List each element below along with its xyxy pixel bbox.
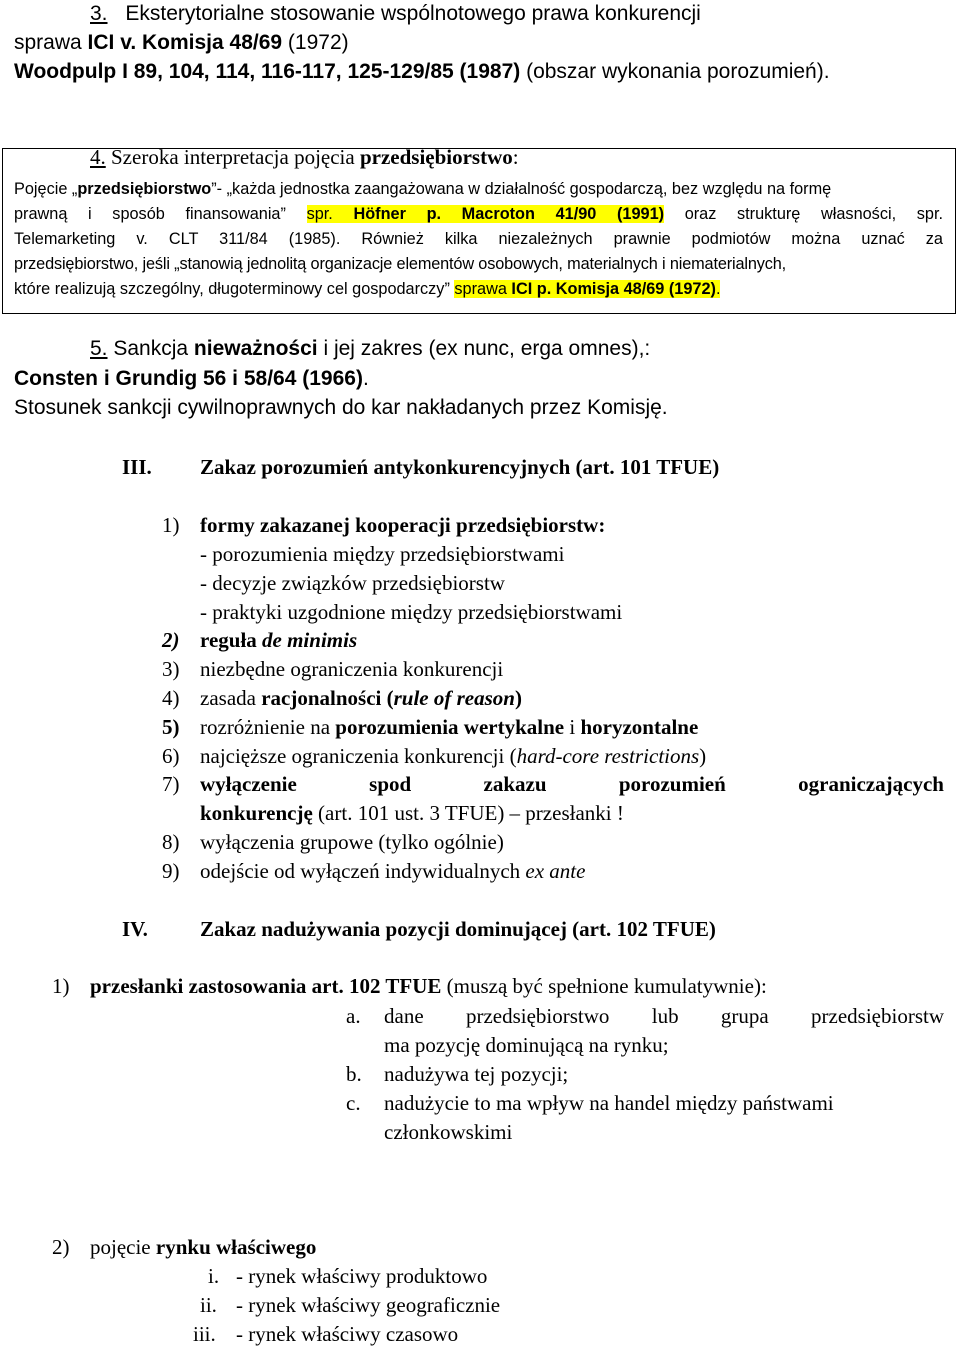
sec5-title-bold: nieważności xyxy=(193,337,318,360)
sec5-case-dot: . xyxy=(362,367,369,390)
secIII-item-8-num: 8) xyxy=(162,830,180,854)
def-line-2 xyxy=(14,205,943,224)
secIV-p2-bold: rynku właściwego xyxy=(155,1235,317,1259)
sec4-title: Szeroka interpretacja pojęcia xyxy=(105,145,360,169)
secIII-item-7-num: 7) xyxy=(162,772,180,796)
secIII-item-3-num: 3) xyxy=(162,657,180,681)
secIV-sub-iii: - rynek właściwy czasowo xyxy=(236,1322,459,1346)
secIV-c-line1: nadużycie to ma wpływ na handel między państwami xyxy=(384,1091,834,1115)
sec3-woodpulp-name: Woodpulp I 89, 104, 114, 116-117, 125-129/85 (1987) xyxy=(14,60,521,83)
secIII-item-4-text: zasada xyxy=(200,686,262,710)
secIII-item-4-num: 4) xyxy=(162,686,180,710)
sec5-sanctions-text: Stosunek sankcji cywilnoprawnych do kar nakładanych przez Komisję. xyxy=(14,396,668,419)
def-l2-case: Höfner p. Macroton 41/90 (1991) xyxy=(353,205,665,223)
sec3-heading xyxy=(90,2,701,26)
def-l2-d: oraz strukturę własności, spr. xyxy=(684,205,943,223)
sec3-number: 3. xyxy=(90,2,108,25)
secIV-sub-iii-num: iii. xyxy=(193,1322,216,1346)
secIV-p1-rest: (muszą być spełnione kumulatywnie): xyxy=(441,974,767,998)
sec5-title-pre: Sankcja xyxy=(107,337,194,360)
secIV-p2-text: pojęcie xyxy=(90,1235,156,1259)
secIV-p1-bold: przesłanki zastosowania art. 102 TFUE xyxy=(90,974,442,998)
secIII-title: Zakaz porozumień antykonkurencyjnych (art. 101 TFUE) xyxy=(200,455,720,479)
secIII-sub-3: - praktyki uzgodnione między przedsiębiorstwami xyxy=(200,600,623,624)
def-l2-a: prawną i sposób finansowania” xyxy=(14,205,286,223)
def-l1-a: Pojęcie „ xyxy=(14,180,78,198)
sec3-case-woodpulp xyxy=(14,60,830,84)
sec4-title-bold: przedsiębiorstwo xyxy=(359,145,513,169)
secIII-item-4-bold: racjonalności ( xyxy=(261,686,394,710)
sec4-title-colon: : xyxy=(512,145,519,169)
secIII-item-2-num: 2) xyxy=(162,628,180,652)
def-l2-spr: spr. xyxy=(306,205,354,223)
def-l5-spr: sprawa xyxy=(454,280,512,298)
secIV-sub-i-num: i. xyxy=(208,1264,220,1288)
secIII-sub-1: - porozumienia między przedsiębiorstwami xyxy=(200,542,565,566)
secIII-item-7-bold: konkurencję xyxy=(200,801,313,825)
def-l5-dot: . xyxy=(715,280,721,298)
secIV-a-line2: ma pozycję dominującą na rynku; xyxy=(384,1033,669,1057)
secIV-p1-num: 1) xyxy=(52,974,70,998)
sec3-case-ici xyxy=(14,31,349,55)
secIII-item-4 xyxy=(200,686,522,711)
secIII-item-2-italic: de minimis xyxy=(262,628,358,652)
def-line-4 xyxy=(14,255,954,274)
sec3-title: Eksterytorialne stosowanie wspólnotowego prawa konkurencji xyxy=(125,2,701,25)
sec3-case-name: ICI v. Komisja 48/69 xyxy=(87,31,283,54)
secIV-b-num: b. xyxy=(346,1062,362,1086)
secIV-p2-num: 2) xyxy=(52,1235,70,1259)
def-l4: przedsiębiorstwo, jeśli „stanowią jednolitą organizacje elementów osobowych, materialnych i niematerialnych, xyxy=(14,255,787,273)
secIII-sub-2: - decyzje związków przedsiębiorstw xyxy=(200,571,505,595)
secIII-item-7-line2 xyxy=(200,801,624,826)
secIII-item-9-text: odejście od wyłączeń indywidualnych xyxy=(200,859,526,883)
secIII-item-7-text: (art. 101 ust. 3 TFUE) – przesłanki ! xyxy=(312,801,624,825)
secIV-sub-i: - rynek właściwy produktowo xyxy=(236,1264,488,1288)
secIII-item-2 xyxy=(200,628,357,653)
secIII-item-4-italic: rule of reason xyxy=(393,686,515,710)
secIII-item-7-word: zakazu xyxy=(483,772,547,796)
secIII-item-9 xyxy=(200,859,585,884)
secIII-item-3: niezbędne ograniczenia konkurencji xyxy=(200,657,504,681)
secIII-item-6-text: najcięższe ograniczenia konkurencji ( xyxy=(200,744,517,768)
secIII-item-5-num: 5) xyxy=(162,715,180,739)
sec5-case-name: Consten i Grundig 56 i 58/64 (1966) xyxy=(14,367,363,390)
secIII-item-5-and: i xyxy=(564,715,581,739)
secIII-item-6-italic: hard-core restrictions xyxy=(516,744,700,768)
secIII-item-7-word: wyłączenie xyxy=(200,772,297,796)
secIII-item-6 xyxy=(200,744,706,769)
sec4-number: 4. xyxy=(90,145,106,169)
secIV-a-line1: dane przedsiębiorstwo lub grupa przedsiębiorstw xyxy=(384,1004,944,1028)
secIV-number: IV. xyxy=(122,917,148,941)
sec5-number: 5. xyxy=(90,337,108,360)
secIV-title: Zakaz nadużywania pozycji dominującej (art. 102 TFUE) xyxy=(200,917,716,941)
secIII-item-6-close: ) xyxy=(699,744,707,768)
sec5-heading xyxy=(90,337,650,361)
secIII-number: III. xyxy=(122,455,152,479)
secIV-p2 xyxy=(90,1235,316,1260)
secIV-c-num: c. xyxy=(346,1091,361,1115)
secIII-item-7-word: spod xyxy=(369,772,412,796)
def-l1-c: ”- „każda jednostka zaangażowana w działalność gospodarczą, bez względu na formę xyxy=(211,180,832,198)
secIV-a-num: a. xyxy=(346,1004,361,1028)
secIII-item-9-num: 9) xyxy=(162,859,180,883)
def-line-5 xyxy=(14,280,720,299)
secIII-item-5-vertical: porozumienia wertykalne xyxy=(335,715,565,739)
def-l5-case: ICI p. Komisja 48/69 (1972) xyxy=(511,280,716,298)
def-l1-term: przedsiębiorstwo xyxy=(77,180,212,198)
secIII-item-5 xyxy=(200,715,698,740)
secIII-item-1-num: 1) xyxy=(162,513,180,537)
def-l3-b: Również kilka niezależnych prawnie podmiotów można uznać za xyxy=(361,230,943,248)
secIII-item-6-num: 6) xyxy=(162,744,180,768)
secIII-item-5-text: rozróżnienie na xyxy=(200,715,336,739)
secIII-item-4-close: ) xyxy=(514,686,522,710)
sec5-case xyxy=(14,367,369,391)
secIV-p1 xyxy=(90,974,767,999)
def-l3-case: Telemarketing v. CLT 311/84 (1985). xyxy=(14,230,341,248)
secIV-b-text: nadużywa tej pozycji; xyxy=(384,1062,569,1086)
secIV-sub-ii-num: ii. xyxy=(200,1293,217,1317)
sec5-line3 xyxy=(14,396,668,420)
secIII-item-7-word: porozumień xyxy=(618,772,726,796)
secIII-item-9-italic: ex ante xyxy=(525,859,586,883)
secIII-item-8: wyłączenia grupowe (tylko ogólnie) xyxy=(200,830,504,854)
secIII-item-5-horizontal: horyzontalne xyxy=(580,715,699,739)
def-l5-a: które realizują szczególny, długoterminowy cel gospodarczy” xyxy=(14,280,450,298)
secIII-item-7-line1 xyxy=(200,772,944,797)
sec3-case-year: (1972) xyxy=(282,31,349,54)
secIII-item-2-text: reguła xyxy=(200,628,263,652)
secIII-item-1: formy zakazanej kooperacji przedsiębiorstw: xyxy=(200,513,606,537)
secIII-item-7-word: ograniczających xyxy=(798,772,944,796)
sec3-case-prefix: sprawa xyxy=(14,31,88,54)
secIV-sub-ii: - rynek właściwy geograficznie xyxy=(236,1293,501,1317)
sec5-title-rest: i jej zakres (ex nunc, erga omnes),: xyxy=(317,337,651,360)
def-line-1 xyxy=(14,180,944,199)
sec3-woodpulp-rest: (obszar wykonania porozumień). xyxy=(520,60,830,83)
def-line-3 xyxy=(14,230,943,249)
secIV-c-line2: członkowskimi xyxy=(384,1120,513,1144)
